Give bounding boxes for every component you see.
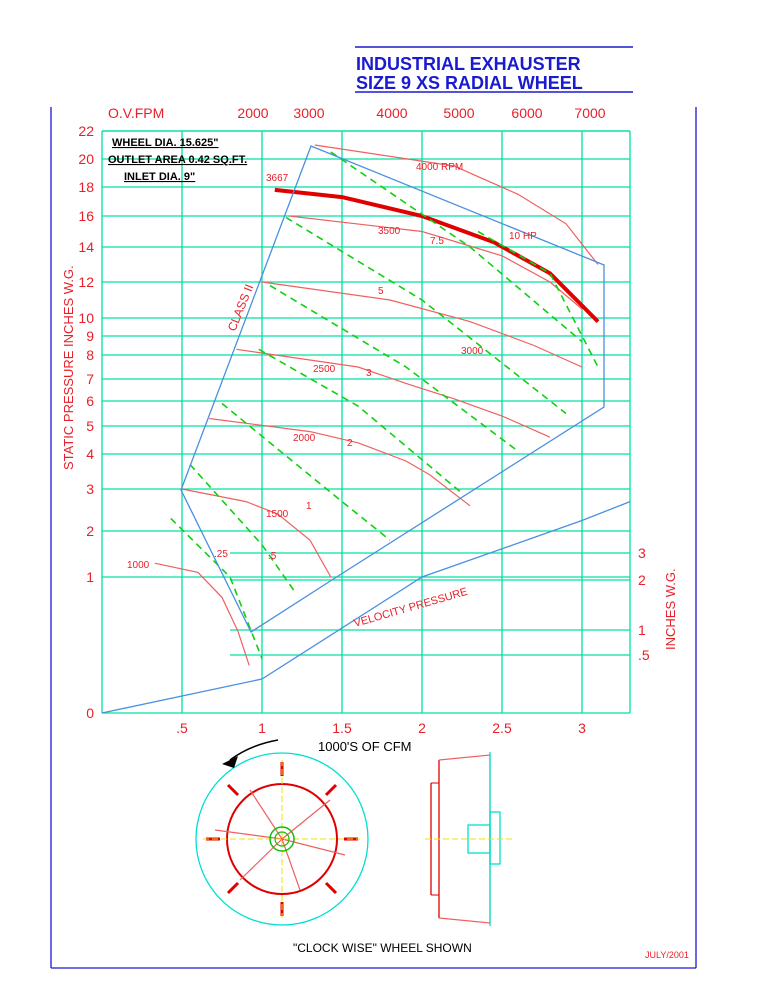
x-tick-label: 3 — [578, 720, 586, 736]
top-tick-label: 6000 — [511, 105, 543, 121]
y-axis-label: STATIC PRESSURE INCHES W.G. — [61, 265, 76, 470]
vp-tick-label: 1 — [638, 622, 646, 638]
y-tick-label: 7 — [86, 371, 94, 387]
top-axis-label: O.V.FPM — [108, 105, 165, 121]
date-stamp: JULY/2001 — [645, 950, 689, 960]
wheel-front-view — [196, 740, 368, 925]
y-tick-label: 3 — [86, 481, 94, 497]
y-tick-label: 10 — [78, 310, 94, 326]
hp-curve-line — [171, 518, 262, 658]
vp-tick-label: 2 — [638, 572, 646, 588]
x-tick-label: 2 — [418, 720, 426, 736]
hp-curve-line — [259, 349, 462, 493]
wheel-caption: "CLOCK WISE" WHEEL SHOWN — [293, 941, 472, 955]
info-outlet-area: OUTLET AREA 0.42 SQ.FT. — [108, 154, 248, 166]
y-tick-label: 20 — [78, 151, 94, 167]
hp-curve-label: 5 — [378, 286, 384, 297]
y-tick-label: 18 — [78, 179, 94, 195]
hp-curve-label: .25 — [214, 549, 228, 560]
rpm-curves — [155, 145, 598, 665]
top-tick-label: 4000 — [376, 105, 408, 121]
y-tick-label: 8 — [86, 347, 94, 363]
rpm-curve-label: 3000 — [461, 346, 484, 357]
rpm-curve-line — [289, 216, 582, 309]
operating-line-label: 3667 — [266, 173, 289, 184]
vp-tick-label: 3 — [638, 545, 646, 561]
x-tick-label: 1.5 — [332, 720, 352, 736]
y-tick-label: 9 — [86, 328, 94, 344]
rpm-curve-label: 2000 — [293, 433, 316, 444]
hp-curve-label: 10 HP — [509, 231, 537, 242]
operating-line — [275, 190, 598, 322]
y-tick-label: 0 — [86, 705, 94, 721]
velocity-pressure-line — [102, 502, 630, 713]
velocity-pressure-label: VELOCITY PRESSURE — [352, 585, 470, 630]
top-tick-label: 5000 — [443, 105, 475, 121]
y-tick-label: 14 — [78, 239, 94, 255]
rpm-curve-line — [209, 419, 470, 506]
rpm-curve-line — [155, 563, 249, 665]
y-tick-label: 22 — [78, 123, 94, 139]
info-wheel-dia: WHEEL DIA. 15.625" — [112, 137, 219, 149]
x-tick-label: 2.5 — [492, 720, 512, 736]
y-tick-label: 1 — [86, 569, 94, 585]
hp-curve-label: 3 — [366, 368, 372, 379]
x-axis-label: 1000'S OF CFM — [318, 739, 412, 754]
wheel-side-view — [425, 752, 515, 926]
class-label: CLASS II — [224, 282, 257, 334]
title-line-2: SIZE 9 XS RADIAL WHEEL — [356, 73, 583, 93]
hp-curve-label: 2 — [347, 438, 353, 449]
x-tick-label: 1 — [258, 720, 266, 736]
top-tick-label: 2000 — [237, 105, 269, 121]
rpm-curve-label: 4000 RPM — [416, 162, 464, 173]
rpm-curve-label: 3500 — [378, 226, 401, 237]
hp-curve-label: 7.5 — [430, 236, 444, 247]
class-region — [102, 146, 630, 713]
rpm-curve-label: 1000 — [127, 560, 150, 571]
y-tick-label: 12 — [78, 274, 94, 290]
class-region-outline — [181, 146, 604, 632]
rpm-curve-label: 2500 — [313, 364, 336, 375]
rpm-curve-label: 1500 — [266, 509, 289, 520]
y2-axis-label: INCHES W.G. — [663, 568, 678, 650]
y-tick-label: 2 — [86, 523, 94, 539]
chart-grid — [78, 105, 649, 736]
y-tick-label: 5 — [86, 418, 94, 434]
hp-curve-line — [190, 465, 294, 591]
top-tick-label: 7000 — [574, 105, 606, 121]
title-line-1: INDUSTRIAL EXHAUSTER — [356, 54, 581, 74]
y-tick-label: 6 — [86, 393, 94, 409]
x-tick-label: .5 — [176, 720, 188, 736]
hp-curve-label: 1 — [306, 501, 312, 512]
y-tick-label: 16 — [78, 208, 94, 224]
y-tick-label: 4 — [86, 446, 94, 462]
info-inlet-dia: INLET DIA. 9" — [124, 171, 196, 183]
hp-curve-label: .5 — [268, 551, 277, 562]
vp-tick-label: .5 — [638, 647, 650, 663]
curve-labels — [127, 162, 537, 630]
top-tick-label: 3000 — [293, 105, 325, 121]
